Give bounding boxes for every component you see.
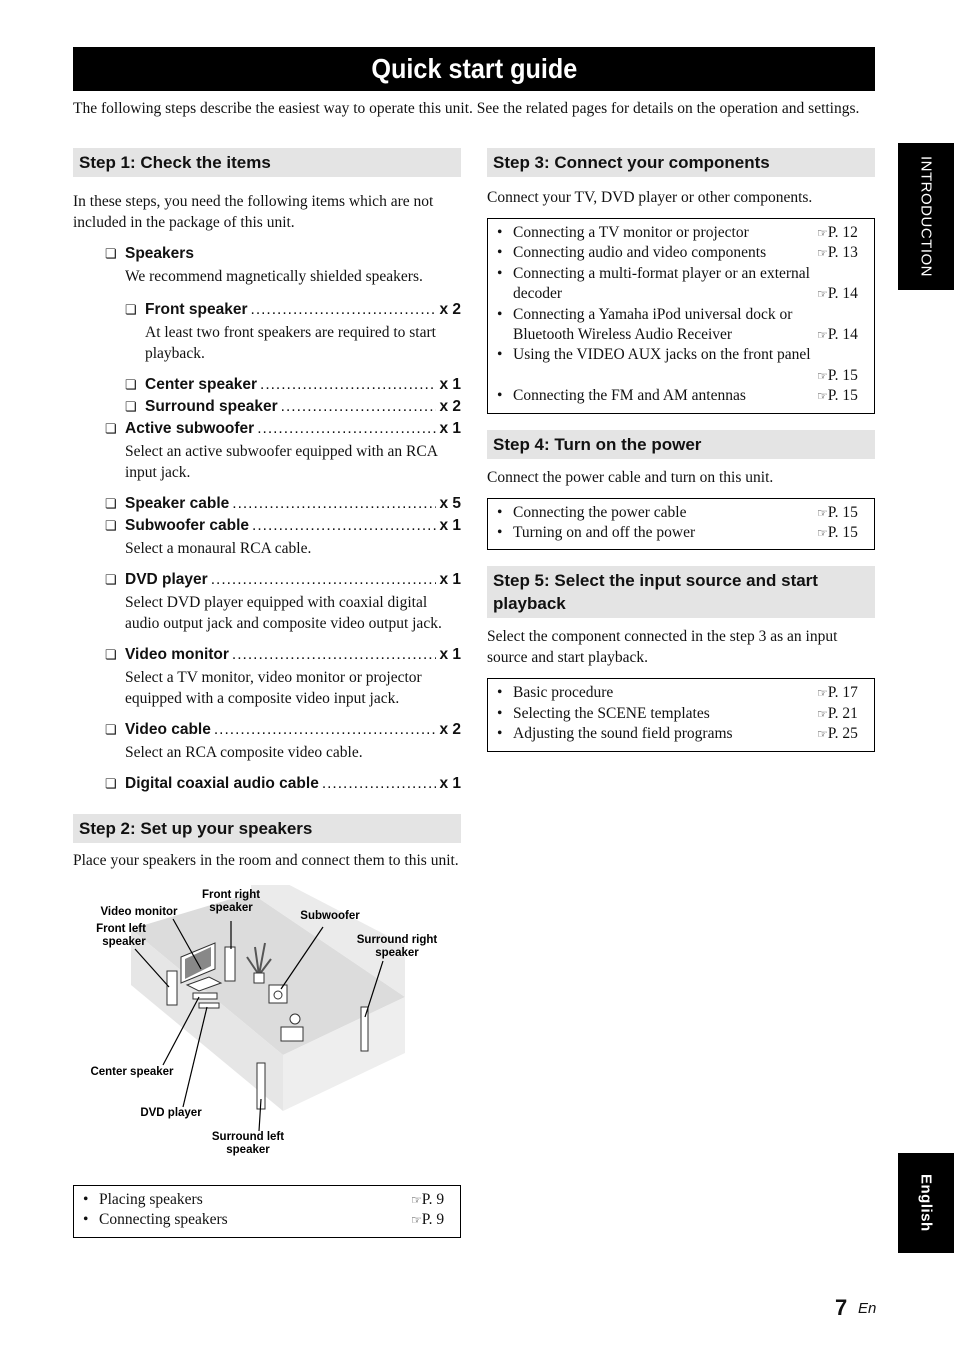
page-ref: ☞ P. 15 (817, 386, 865, 406)
item-subwoofer: ❏ Active subwoofer ..... x 1 (105, 418, 461, 440)
label-front-left-2: speaker (102, 936, 146, 948)
page-ref: ☞ P. 15 (817, 366, 865, 386)
front-left-speaker-shape (167, 971, 177, 1005)
checkbox-icon: ❏ (105, 572, 117, 587)
checkbox-icon: ❏ (105, 496, 117, 511)
item-video-cable: ❏ Video cable ..... x 2 (105, 719, 461, 741)
label-front-right: Front right (201, 889, 261, 901)
step3-intro: Connect your TV, DVD player or other components. (487, 189, 813, 206)
label-surround-right: Surround right (356, 934, 438, 946)
ref-item: • Placing speakers ☞ P. 9 (83, 1190, 451, 1210)
item-speakers-desc: We recommend magnetically shielded speakers. (125, 268, 423, 285)
side-tab-english: English (898, 1153, 954, 1253)
checkbox-icon: ❏ (105, 421, 117, 436)
speaker-subitems (125, 299, 461, 418)
item-center-speaker: ❏ Center speaker ..... x 1 (125, 374, 461, 396)
ref-item: • Adjusting the sound field programs ☞ P. 25 (497, 724, 865, 744)
center-speaker-shape (193, 993, 217, 999)
page-ref: ☞ P. 9 (411, 1210, 451, 1230)
checkbox-icon: ❏ (105, 246, 117, 261)
page-ref: ☞ P. 21 (817, 704, 865, 724)
item-surround-speaker: ❏ Surround speaker ..... x 2 (125, 396, 461, 418)
page-ref: ☞ P. 25 (817, 724, 865, 744)
checkbox-icon: ❏ (105, 722, 117, 737)
page-ref: ☞ P. 9 (411, 1190, 451, 1210)
ref-item: • Connecting a TV monitor or projector ☞ P. 12 (497, 223, 865, 243)
step2-refs (73, 1185, 461, 1238)
label-surround-left-2: speaker (226, 1144, 270, 1156)
ref-item-cont: decoder ☞ P. 14 (497, 284, 865, 304)
ref-item: • Turning on and off the power ☞ P. 15 (497, 523, 865, 543)
page-ref: ☞ P. 14 (817, 284, 865, 304)
step2-intro: Place your speakers in the room and connect them to this unit. (73, 852, 459, 869)
item-front-desc: At least two front speakers are required to start playback. (145, 324, 436, 362)
page-ref: ☞ P. 17 (817, 683, 865, 703)
item-dvd-desc: Select DVD player equipped with coaxial digital audio output jack and composite video output jack. (125, 594, 442, 632)
step4-heading: Step 4: Turn on the power (487, 430, 875, 459)
label-surround-right-2: speaker (375, 947, 419, 959)
item-coax-cable: ❏ Digital coaxial audio cable ..... x 1 (105, 773, 461, 795)
intro-text: The following steps describe the easiest way to operate this unit. See the related pages for details on the operation and settings. (73, 100, 860, 117)
item-video-monitor: ❏ Video monitor ..... x 1 (105, 644, 461, 666)
label-video-monitor: Video monitor (100, 906, 178, 918)
item-subwoofer-cable: ❏ Subwoofer cable ..... x 1 (105, 515, 461, 537)
item-video-cable-desc: Select an RCA composite video cable. (125, 744, 363, 761)
ref-item: • Connecting the FM and AM antennas ☞ P. 15 (497, 386, 865, 406)
item-monitor-desc: Select a TV monitor, video monitor or projector equipped with a composite video input jack. (125, 669, 422, 707)
checkbox-icon: ❏ (125, 302, 137, 317)
item-subwoofer-desc: Select an active subwoofer equipped with an RCA input jack. (125, 443, 438, 481)
page-ref: ☞ P. 14 (817, 325, 865, 345)
page-ref: ☞ P. 12 (817, 223, 865, 243)
step5-refs (487, 678, 875, 751)
label-dvd-player: DVD player (140, 1107, 202, 1119)
page-ref: ☞ P. 15 (817, 523, 865, 543)
front-right-speaker-shape (225, 947, 235, 981)
step1-heading: Step 1: Check the items (73, 148, 461, 177)
checkbox-icon: ❏ (105, 518, 117, 533)
label-subwoofer: Subwoofer (300, 910, 360, 922)
step3-heading: Step 3: Connect your components (487, 148, 875, 177)
dvd-player-shape (199, 1003, 219, 1008)
step2-heading: Step 2: Set up your speakers (73, 814, 461, 843)
page-ref: ☞ P. 13 (817, 243, 865, 263)
right-column (487, 148, 875, 752)
speaker-setup-diagram (73, 885, 461, 1167)
items-list (105, 243, 461, 795)
checkbox-icon: ❏ (125, 377, 137, 392)
ref-item-cont (497, 366, 865, 386)
item-speakers: ❏ Speakers (105, 243, 461, 265)
ref-item: • Connecting speakers ☞ P. 9 (83, 1210, 451, 1230)
subwoofer-shape (269, 985, 287, 1003)
page-ref: ☞ P. 15 (817, 503, 865, 523)
ref-item: • Basic procedure ☞ P. 17 (497, 683, 865, 703)
side-tab-introduction: INTRODUCTION (898, 143, 954, 290)
item-front-speaker: ❏ Front speaker ..... x 2 (125, 299, 461, 321)
label-front-right-2: speaker (209, 902, 253, 914)
ref-item: • Connecting a multi-format player or an external (497, 264, 810, 282)
surround-right-speaker-shape (361, 1007, 368, 1051)
step4-refs (487, 498, 875, 551)
checkbox-icon: ❏ (105, 647, 117, 662)
ref-item: • Selecting the SCENE templates ☞ P. 21 (497, 704, 865, 724)
step5-intro: Select the component connected in the step 3 as an input source and start playback. (487, 628, 838, 667)
page-title: Quick start guide (73, 47, 875, 91)
label-front-left: Front left (96, 923, 146, 935)
ref-item-cont: Bluetooth Wireless Audio Receiver ☞ P. 14 (497, 325, 865, 345)
ref-item: • Connecting the power cable ☞ P. 15 (497, 503, 865, 523)
label-center-speaker: Center speaker (90, 1066, 174, 1078)
page-language: En (858, 1300, 877, 1317)
left-column (73, 148, 461, 1238)
item-subwoofer-cable-desc: Select a monaural RCA cable. (125, 540, 312, 557)
ref-item: • Connecting a Yamaha iPod universal dock or (497, 305, 793, 323)
step4-intro: Connect the power cable and turn on this unit. (487, 468, 774, 486)
ref-item: • Connecting audio and video components ☞ P. 13 (497, 243, 865, 263)
item-speaker-cable: ❏ Speaker cable ..... x 5 (105, 493, 461, 515)
checkbox-icon: ❏ (125, 399, 137, 414)
ref-item: • Using the VIDEO AUX jacks on the front panel (497, 346, 811, 364)
step1-intro: In these steps, you need the following items which are not included in the package of this unit. (73, 193, 434, 231)
checkbox-icon: ❏ (105, 776, 117, 791)
label-surround-left: Surround left (211, 1131, 285, 1143)
step3-refs (487, 218, 875, 414)
item-dvd-player: ❏ DVD player ..... x 1 (105, 569, 461, 591)
page-number: 7 (835, 1295, 848, 1320)
step5-heading: Step 5: Select the input source and start playback (487, 566, 875, 618)
